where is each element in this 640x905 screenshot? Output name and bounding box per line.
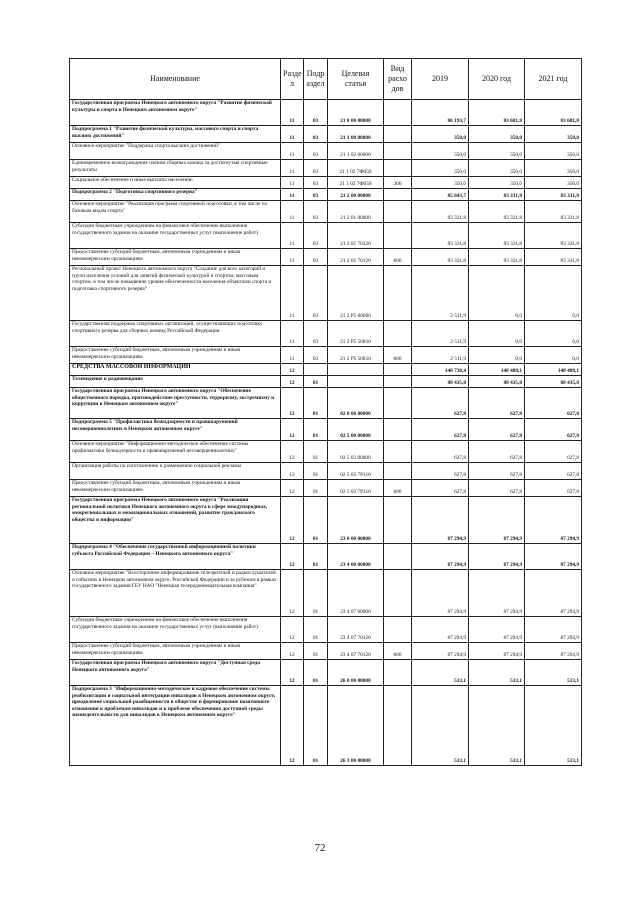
row-razdel-cell: 11 — [281, 177, 304, 189]
row-podrazdel-cell: 01 — [304, 376, 328, 388]
row-razdel-cell: 12 — [281, 364, 304, 376]
table-row — [70, 100, 582, 126]
header-2020: 2020 год — [469, 59, 525, 100]
row-2021-cell: 87 294,9 — [525, 544, 582, 570]
row-name-cell: Предоставление субсидий бюджетным, автономным учреждениям и иным некоммерческим организациям — [70, 480, 281, 497]
table-row — [70, 660, 582, 686]
row-razdel-cell: 11 — [281, 100, 304, 126]
row-target-cell: 21 2 P5 00000 — [328, 266, 384, 321]
row-target-cell: 21 2 01 00000 — [328, 201, 384, 223]
row-2021-cell: 83 331,8 — [525, 189, 582, 201]
row-2019-cell: 86 193,7 — [412, 100, 469, 126]
header-vid: Вид расхо дов — [384, 59, 412, 100]
row-2021-cell: 88 435,8 — [525, 376, 582, 388]
row-2019-cell: 87 294,9 — [412, 617, 469, 643]
row-target-cell — [328, 364, 384, 376]
row-target-cell: 21 2 01 70120 — [328, 223, 384, 249]
row-2020-cell: 148 488,1 — [469, 364, 525, 376]
header-2021: 2021 год — [525, 59, 582, 100]
row-razdel-cell: 12 — [281, 686, 304, 766]
row-vid-cell — [384, 321, 412, 347]
row-podrazdel-cell: 01 — [304, 617, 328, 643]
row-podrazdel-cell: 01 — [304, 660, 328, 686]
row-razdel-cell: 12 — [281, 480, 304, 497]
row-podrazdel-cell: 03 — [304, 189, 328, 201]
row-2021-cell: 83 331,8 — [525, 249, 582, 266]
row-target-cell: 21 1 02 7Ф050 — [328, 160, 384, 177]
row-vid-cell — [384, 266, 412, 321]
table-row — [70, 223, 582, 249]
row-razdel-cell: 11 — [281, 223, 304, 249]
row-2020-cell: 87 294,9 — [469, 617, 525, 643]
row-2019-cell: 350,0 — [412, 143, 469, 160]
row-target-cell — [328, 376, 384, 388]
row-vid-cell — [384, 160, 412, 177]
row-2021-cell: 627,8 — [525, 480, 582, 497]
row-podrazdel-cell: 03 — [304, 223, 328, 249]
row-2021-cell: 87 294,9 — [525, 497, 582, 544]
row-razdel-cell: 11 — [281, 249, 304, 266]
row-razdel-cell: 12 — [281, 617, 304, 643]
row-razdel-cell: 12 — [281, 570, 304, 617]
row-2019-cell: 87 294,9 — [412, 570, 469, 617]
table-body — [70, 100, 582, 766]
row-vid-cell — [384, 376, 412, 388]
row-vid-cell — [384, 126, 412, 143]
table-row — [70, 143, 582, 160]
row-2021-cell: 0,0 — [525, 266, 582, 321]
row-name-cell: Подпрограмма 1 "Развитие физической культуры, массового спорта и спорта высших достижений" — [70, 126, 281, 143]
table-row — [70, 497, 582, 544]
row-2020-cell: 83 331,8 — [469, 223, 525, 249]
row-2020-cell: 627,8 — [469, 419, 525, 441]
row-target-cell: 23 4 00 00000 — [328, 544, 384, 570]
row-2021-cell: 0,0 — [525, 347, 582, 364]
row-name-cell: Основное мероприятие "Информационно-методическое обеспечение системы профилактики безнадзорности и правонарушений несовершеннолетних" — [70, 441, 281, 463]
row-podrazdel-cell: 03 — [304, 347, 328, 364]
row-name-cell: Региональный проект Ненецкого автономного округа "Создание для всех категорий и групп населения условий для занятий физической культурой и спортом, массовым спортом, в том числе повышение уровня обеспеченности населения объектами спорта и подготовка спортивного резерва" — [70, 266, 281, 321]
row-razdel-cell: 12 — [281, 376, 304, 388]
row-target-cell: 23 4 07 70120 — [328, 617, 384, 643]
row-2021-cell: 513,1 — [525, 660, 582, 686]
row-2020-cell: 87 294,9 — [469, 570, 525, 617]
row-podrazdel-cell: 01 — [304, 463, 328, 480]
row-2021-cell: 627,8 — [525, 388, 582, 419]
row-2019-cell: 87 294,9 — [412, 643, 469, 660]
row-razdel-cell: 12 — [281, 497, 304, 544]
row-2020-cell: 627,8 — [469, 441, 525, 463]
row-name-cell: Подпрограмма 5 "Профилактика безнадзорности и правонарушений несовершеннолетних в Ненецком автономном округе" — [70, 419, 281, 441]
row-name-cell: СРЕДСТВА МАССОВОЙ ИНФОРМАЦИИ — [70, 364, 281, 376]
row-target-cell: 23 0 00 00000 — [328, 497, 384, 544]
row-2020-cell: 83 331,8 — [469, 201, 525, 223]
row-2020-cell: 83 331,8 — [469, 189, 525, 201]
row-2019-cell: 513,1 — [412, 686, 469, 766]
row-2019-cell: 2 511,9 — [412, 321, 469, 347]
row-2020-cell: 87 294,9 — [469, 497, 525, 544]
row-name-cell: Субсидии бюджетным учреждениям на финансовое обеспечение выполнения государственного задания на оказание государственных услуг (выполнение работ) — [70, 223, 281, 249]
row-2019-cell: 85 843,7 — [412, 189, 469, 201]
row-razdel-cell: 11 — [281, 189, 304, 201]
row-2021-cell: 87 294,9 — [525, 617, 582, 643]
table-row — [70, 126, 582, 143]
row-target-cell: 26 3 00 00000 — [328, 686, 384, 766]
row-target-cell: 21 2 P5 50810 — [328, 321, 384, 347]
row-podrazdel-cell: 03 — [304, 201, 328, 223]
row-2021-cell: 83 331,8 — [525, 201, 582, 223]
row-name-cell: Предоставление субсидий бюджетным, автономным учреждениям и иным некоммерческим организациям — [70, 347, 281, 364]
header-podrazdel: Подр аздел — [304, 59, 328, 100]
row-target-cell: 02 5 03 00000 — [328, 441, 384, 463]
row-razdel-cell: 11 — [281, 126, 304, 143]
table-row — [70, 249, 582, 266]
row-2019-cell: 350,0 — [412, 160, 469, 177]
row-vid-cell — [384, 364, 412, 376]
row-vid-cell: 600 — [384, 480, 412, 497]
row-2020-cell: 83 681,8 — [469, 100, 525, 126]
row-2019-cell: 83 331,8 — [412, 249, 469, 266]
table-row — [70, 364, 582, 376]
row-target-cell: 21 2 00 00000 — [328, 189, 384, 201]
row-2021-cell: 350,0 — [525, 160, 582, 177]
row-vid-cell — [384, 544, 412, 570]
row-vid-cell: 300 — [384, 177, 412, 189]
row-2019-cell: 350,0 — [412, 177, 469, 189]
table-row — [70, 686, 582, 766]
row-target-cell: 23 4 07 70120 — [328, 643, 384, 660]
row-2020-cell: 350,0 — [469, 177, 525, 189]
header-row — [70, 59, 582, 100]
table-row — [70, 441, 582, 463]
row-2020-cell: 350,0 — [469, 160, 525, 177]
row-2021-cell: 513,1 — [525, 686, 582, 766]
row-2021-cell: 627,8 — [525, 441, 582, 463]
row-2020-cell: 88 435,8 — [469, 376, 525, 388]
row-target-cell: 26 0 00 00000 — [328, 660, 384, 686]
row-2021-cell: 0,0 — [525, 321, 582, 347]
row-name-cell: Государственная программа Ненецкого автономного округа "Реализация региональной политики Ненецкого автономного округа в сфере международных, межрегиональных и межнациональных отношений, развитие гражданского общества и информации" — [70, 497, 281, 544]
row-name-cell: Подпрограмма 3 "Информационно-методическое и кадровое обеспечение системы реабилитации и социальной интеграции инвалидов в Ненецком автономном округе, преодоление социальной разобщенности в обществе и формирование позитивного отношения к проблемам инвалидов и к проблеме обеспечения доступной среды жизнедеятельности для инвалидов в Ненецком автономном округе" — [70, 686, 281, 766]
row-razdel-cell: 12 — [281, 419, 304, 441]
row-2019-cell: 148 738,4 — [412, 364, 469, 376]
table-row — [70, 463, 582, 480]
budget-table — [69, 58, 582, 766]
row-2020-cell: 627,8 — [469, 480, 525, 497]
row-2019-cell: 513,1 — [412, 660, 469, 686]
row-podrazdel-cell: 01 — [304, 441, 328, 463]
header-2019: 2019 — [412, 59, 469, 100]
row-2020-cell: 350,0 — [469, 126, 525, 143]
row-vid-cell: 600 — [384, 643, 412, 660]
row-target-cell: 21 0 00 00000 — [328, 100, 384, 126]
row-2019-cell: 87 294,9 — [412, 497, 469, 544]
row-2020-cell: 0,0 — [469, 266, 525, 321]
row-target-cell: 23 4 07 00000 — [328, 570, 384, 617]
row-2021-cell: 87 294,9 — [525, 570, 582, 617]
row-name-cell: Подпрограмма 2 "Подготовка спортивного резерва" — [70, 189, 281, 201]
row-vid-cell: 600 — [384, 249, 412, 266]
table-row — [70, 570, 582, 617]
row-podrazdel-cell: 03 — [304, 160, 328, 177]
row-2019-cell: 83 331,8 — [412, 201, 469, 223]
row-vid-cell — [384, 497, 412, 544]
row-2019-cell: 627,8 — [412, 463, 469, 480]
row-podrazdel-cell: 03 — [304, 100, 328, 126]
row-2021-cell: 350,0 — [525, 177, 582, 189]
row-target-cell: 21 1 02 00000 — [328, 143, 384, 160]
row-podrazdel-cell: 03 — [304, 126, 328, 143]
row-razdel-cell: 11 — [281, 321, 304, 347]
row-2020-cell: 513,1 — [469, 660, 525, 686]
row-2019-cell: 87 294,9 — [412, 544, 469, 570]
row-podrazdel-cell: 01 — [304, 643, 328, 660]
row-target-cell: 21 2 01 70120 — [328, 249, 384, 266]
row-2021-cell: 350,0 — [525, 143, 582, 160]
row-2019-cell: 627,8 — [412, 388, 469, 419]
row-target-cell: 21 1 00 00000 — [328, 126, 384, 143]
table-row — [70, 376, 582, 388]
row-name-cell: Государственная поддержка спортивных организаций, осуществляющих подготовку спортивного резерва для сборных команд Российской Федерации — [70, 321, 281, 347]
table-row — [70, 419, 582, 441]
row-2020-cell: 350,0 — [469, 143, 525, 160]
row-2019-cell: 627,8 — [412, 419, 469, 441]
table-row — [70, 388, 582, 419]
row-name-cell: Предоставление субсидий бюджетным, автономным учреждениям и иным некоммерческим организациям — [70, 249, 281, 266]
row-2019-cell: 2 511,9 — [412, 347, 469, 364]
row-vid-cell — [384, 100, 412, 126]
row-razdel-cell: 11 — [281, 201, 304, 223]
row-name-cell: Основное мероприятие "Реализация программ спортивной подготовки, в том числе по базовым видам спорта" — [70, 201, 281, 223]
row-razdel-cell: 11 — [281, 160, 304, 177]
header-razdel: Разде л — [281, 59, 304, 100]
row-2019-cell: 88 435,8 — [412, 376, 469, 388]
row-name-cell: Телевидение и радиовещание — [70, 376, 281, 388]
row-2021-cell: 627,8 — [525, 419, 582, 441]
row-name-cell: Государственная программа Ненецкого автономного округа "Доступная среда Ненецкого автономного округа" — [70, 660, 281, 686]
table-row — [70, 177, 582, 189]
row-vid-cell — [384, 201, 412, 223]
row-2019-cell: 627,8 — [412, 480, 469, 497]
row-podrazdel-cell: 01 — [304, 419, 328, 441]
row-vid-cell — [384, 441, 412, 463]
row-2020-cell: 0,0 — [469, 347, 525, 364]
row-vid-cell — [384, 143, 412, 160]
row-name-cell: Основное мероприятие "Всестороннее информирование телезрителей и радиослушателей о событиях в Ненецком автономном округе, Российской Федерации и за рубежом в рамках государственного задания ГБУ НАО "Ненецкая телерадиовещательная компания" — [70, 570, 281, 617]
table-row — [70, 347, 582, 364]
row-razdel-cell: 12 — [281, 388, 304, 419]
row-razdel-cell: 12 — [281, 643, 304, 660]
row-podrazdel-cell: 03 — [304, 266, 328, 321]
row-2020-cell: 0,0 — [469, 321, 525, 347]
row-2020-cell: 83 331,8 — [469, 249, 525, 266]
row-podrazdel-cell: 01 — [304, 480, 328, 497]
row-2021-cell: 627,8 — [525, 463, 582, 480]
row-vid-cell — [384, 570, 412, 617]
row-vid-cell — [384, 419, 412, 441]
table-row — [70, 160, 582, 177]
row-name-cell: Подпрограмма 4 "Обеспечение государственной информационной политики субъекта Российской Федерации – Ненецкого автономного округа" — [70, 544, 281, 570]
page-number: 72 — [314, 842, 326, 854]
row-2020-cell: 87 294,9 — [469, 643, 525, 660]
table-row — [70, 643, 582, 660]
table-row — [70, 266, 582, 321]
row-target-cell: 02 5 00 00000 — [328, 419, 384, 441]
row-razdel-cell: 12 — [281, 463, 304, 480]
row-vid-cell — [384, 686, 412, 766]
row-vid-cell — [384, 189, 412, 201]
row-razdel-cell: 11 — [281, 266, 304, 321]
row-target-cell: 02 5 03 7Р110 — [328, 480, 384, 497]
row-target-cell: 21 2 P5 50810 — [328, 347, 384, 364]
row-name-cell: Государственная программа Ненецкого автономного округа "Развитие физической культуры и спорта в Ненецком автономном округе" — [70, 100, 281, 126]
row-vid-cell — [384, 388, 412, 419]
header-target: Целевая статья — [328, 59, 384, 100]
row-razdel-cell: 12 — [281, 660, 304, 686]
row-2019-cell: 83 331,8 — [412, 223, 469, 249]
row-name-cell: Организация работы по изготовлению и размещению социальной рекламы — [70, 463, 281, 480]
row-podrazdel-cell — [304, 364, 328, 376]
table-row — [70, 617, 582, 643]
table-row — [70, 544, 582, 570]
row-razdel-cell: 11 — [281, 143, 304, 160]
row-2021-cell: 350,0 — [525, 126, 582, 143]
row-podrazdel-cell: 03 — [304, 321, 328, 347]
row-2020-cell: 87 294,9 — [469, 544, 525, 570]
row-name-cell: Государственная программа Ненецкого автономного округа "Обеспечение общественного порядка, противодействие преступности, терроризму, экстремизму и коррупции в Ненецком автономном округе" — [70, 388, 281, 419]
row-target-cell: 02 0 00 00000 — [328, 388, 384, 419]
row-vid-cell — [384, 463, 412, 480]
row-name-cell: Единовременное вознаграждение членам сборных команд за достигнутые спортивные результаты — [70, 160, 281, 177]
row-podrazdel-cell: 01 — [304, 388, 328, 419]
header-name: Наименование — [70, 59, 281, 100]
row-2019-cell: 2 511,9 — [412, 266, 469, 321]
row-podrazdel-cell: 01 — [304, 497, 328, 544]
row-vid-cell — [384, 223, 412, 249]
row-podrazdel-cell: 03 — [304, 249, 328, 266]
row-target-cell: 02 5 03 7Р110 — [328, 463, 384, 480]
row-razdel-cell: 12 — [281, 441, 304, 463]
row-name-cell: Субсидии бюджетным учреждениям на финансовое обеспечение выполнения государственного задания на оказание государственных услуг (выполнение работ) — [70, 617, 281, 643]
row-podrazdel-cell: 03 — [304, 177, 328, 189]
row-2021-cell: 87 294,9 — [525, 643, 582, 660]
row-podrazdel-cell: 03 — [304, 143, 328, 160]
row-2019-cell: 627,8 — [412, 441, 469, 463]
table-row — [70, 480, 582, 497]
row-2021-cell: 83 331,8 — [525, 223, 582, 249]
row-2020-cell: 627,8 — [469, 463, 525, 480]
table-row — [70, 189, 582, 201]
row-razdel-cell: 11 — [281, 347, 304, 364]
row-2019-cell: 350,0 — [412, 126, 469, 143]
row-vid-cell: 600 — [384, 347, 412, 364]
row-podrazdel-cell: 01 — [304, 686, 328, 766]
row-name-cell: Основное мероприятие "Поддержка спорта высших достижений" — [70, 143, 281, 160]
row-vid-cell — [384, 617, 412, 643]
row-2021-cell: 148 488,1 — [525, 364, 582, 376]
row-name-cell: Социальное обеспечение и иные выплаты населению — [70, 177, 281, 189]
row-vid-cell — [384, 660, 412, 686]
row-2020-cell: 627,8 — [469, 388, 525, 419]
row-podrazdel-cell: 01 — [304, 544, 328, 570]
row-razdel-cell: 12 — [281, 544, 304, 570]
row-2021-cell: 83 681,8 — [525, 100, 582, 126]
table-row — [70, 201, 582, 223]
row-name-cell: Предоставление субсидий бюджетным, автономным учреждениям и иным некоммерческим организациям — [70, 643, 281, 660]
row-podrazdel-cell: 01 — [304, 570, 328, 617]
row-target-cell: 21 1 02 7Ф050 — [328, 177, 384, 189]
row-2020-cell: 513,1 — [469, 686, 525, 766]
table-row — [70, 321, 582, 347]
